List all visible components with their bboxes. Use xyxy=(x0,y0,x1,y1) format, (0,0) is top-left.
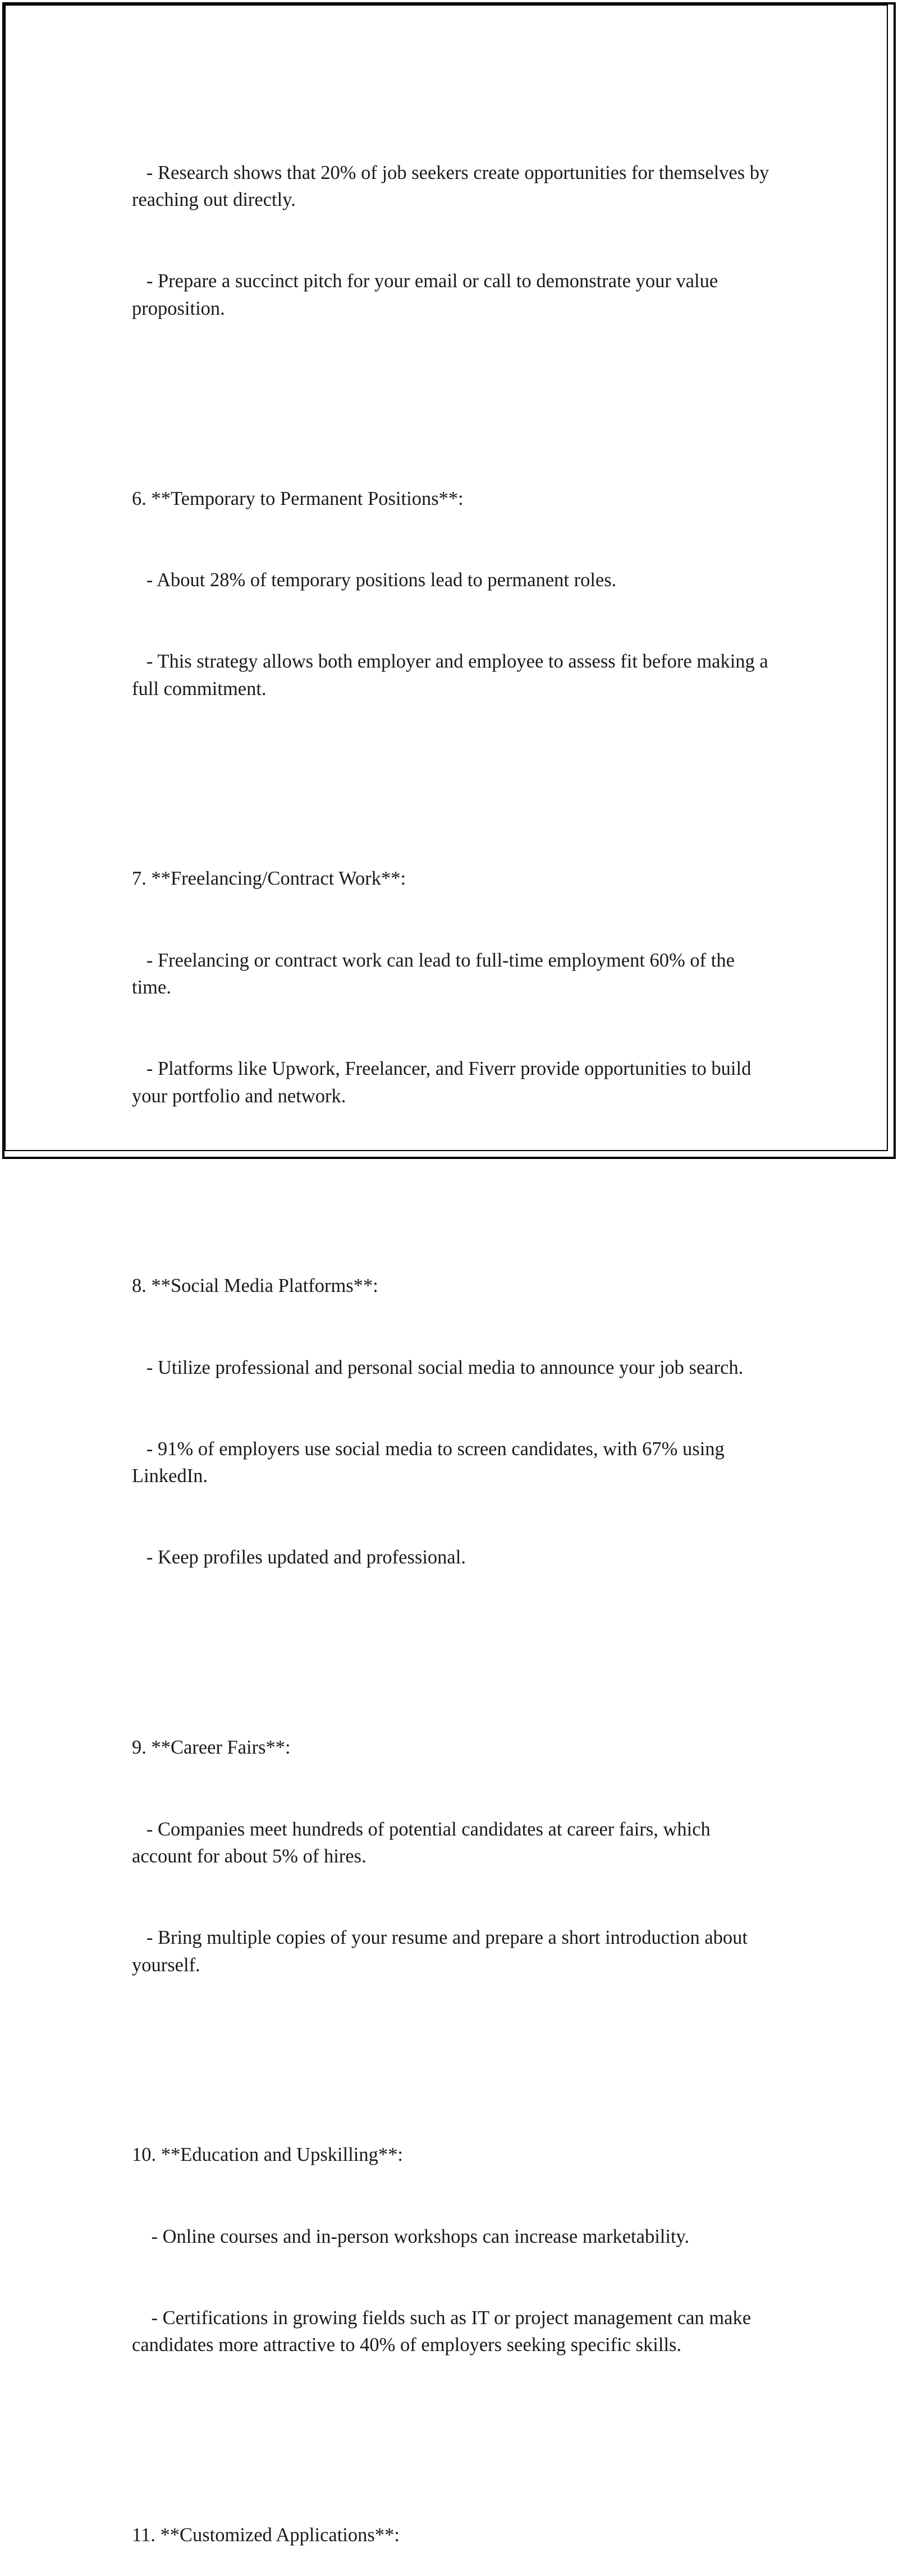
section-heading: 9. **Career Fairs**: xyxy=(132,1737,291,1759)
bullet-item: - Utilize professional and personal social media to announce your job search. xyxy=(132,1356,744,1378)
bullet-item: - Research shows that 20% of job seekers create opportunities for themselves by reaching out directly. xyxy=(132,162,774,211)
bullet-item: - About 28% of temporary positions lead to permanent roles. xyxy=(132,569,617,591)
bullet-item: - Bring multiple copies of your resume and prepare a short introduction about yourself. xyxy=(132,1927,753,1976)
section-heading: 7. **Freelancing/Contract Work**: xyxy=(132,868,406,890)
section-heading: 11. **Customized Applications**: xyxy=(132,2524,400,2546)
document-body xyxy=(132,105,772,2576)
paragraph-gap xyxy=(132,2033,772,2060)
bullet-item: - Prepare a succinct pitch for your email or call to demonstrate your value proposition. xyxy=(132,270,723,319)
paragraph-gap xyxy=(132,2413,772,2440)
paragraph-gap xyxy=(132,376,772,403)
bullet-item: - Keep profiles updated and professional. xyxy=(132,1547,466,1568)
paragraph-gap xyxy=(132,1626,772,1653)
paragraph-gap xyxy=(132,1164,772,1191)
bullet-item: - 91% of employers use social media to screen candidates, with 67% using LinkedIn. xyxy=(132,1438,730,1487)
bullet-item: - Companies meet hundreds of potential candidates at career fairs, which account for about 5% of hires. xyxy=(132,1818,716,1867)
section-heading: 8. **Social Media Platforms**: xyxy=(132,1275,378,1297)
paragraph-gap xyxy=(132,757,772,784)
bullet-item: - This strategy allows both employer and employee to assess fit before making a full commitment. xyxy=(132,651,773,700)
bullet-item: - Platforms like Upwork, Freelancer, and Fiverr provide opportunities to build your portfolio and network. xyxy=(132,1058,756,1107)
bullet-item: - Freelancing or contract work can lead to full-time employment 60% of the time. xyxy=(132,949,740,998)
bullet-item: - Online courses and in-person workshops can increase marketability. xyxy=(132,2225,690,2247)
section-heading: 6. **Temporary to Permanent Positions**: xyxy=(132,487,464,509)
section-heading: 10. **Education and Upskilling**: xyxy=(132,2144,403,2166)
bullet-item: - Certifications in growing fields such as IT or project management can make candidates more attractive to 40% of employers seeking specific skills. xyxy=(132,2307,756,2356)
